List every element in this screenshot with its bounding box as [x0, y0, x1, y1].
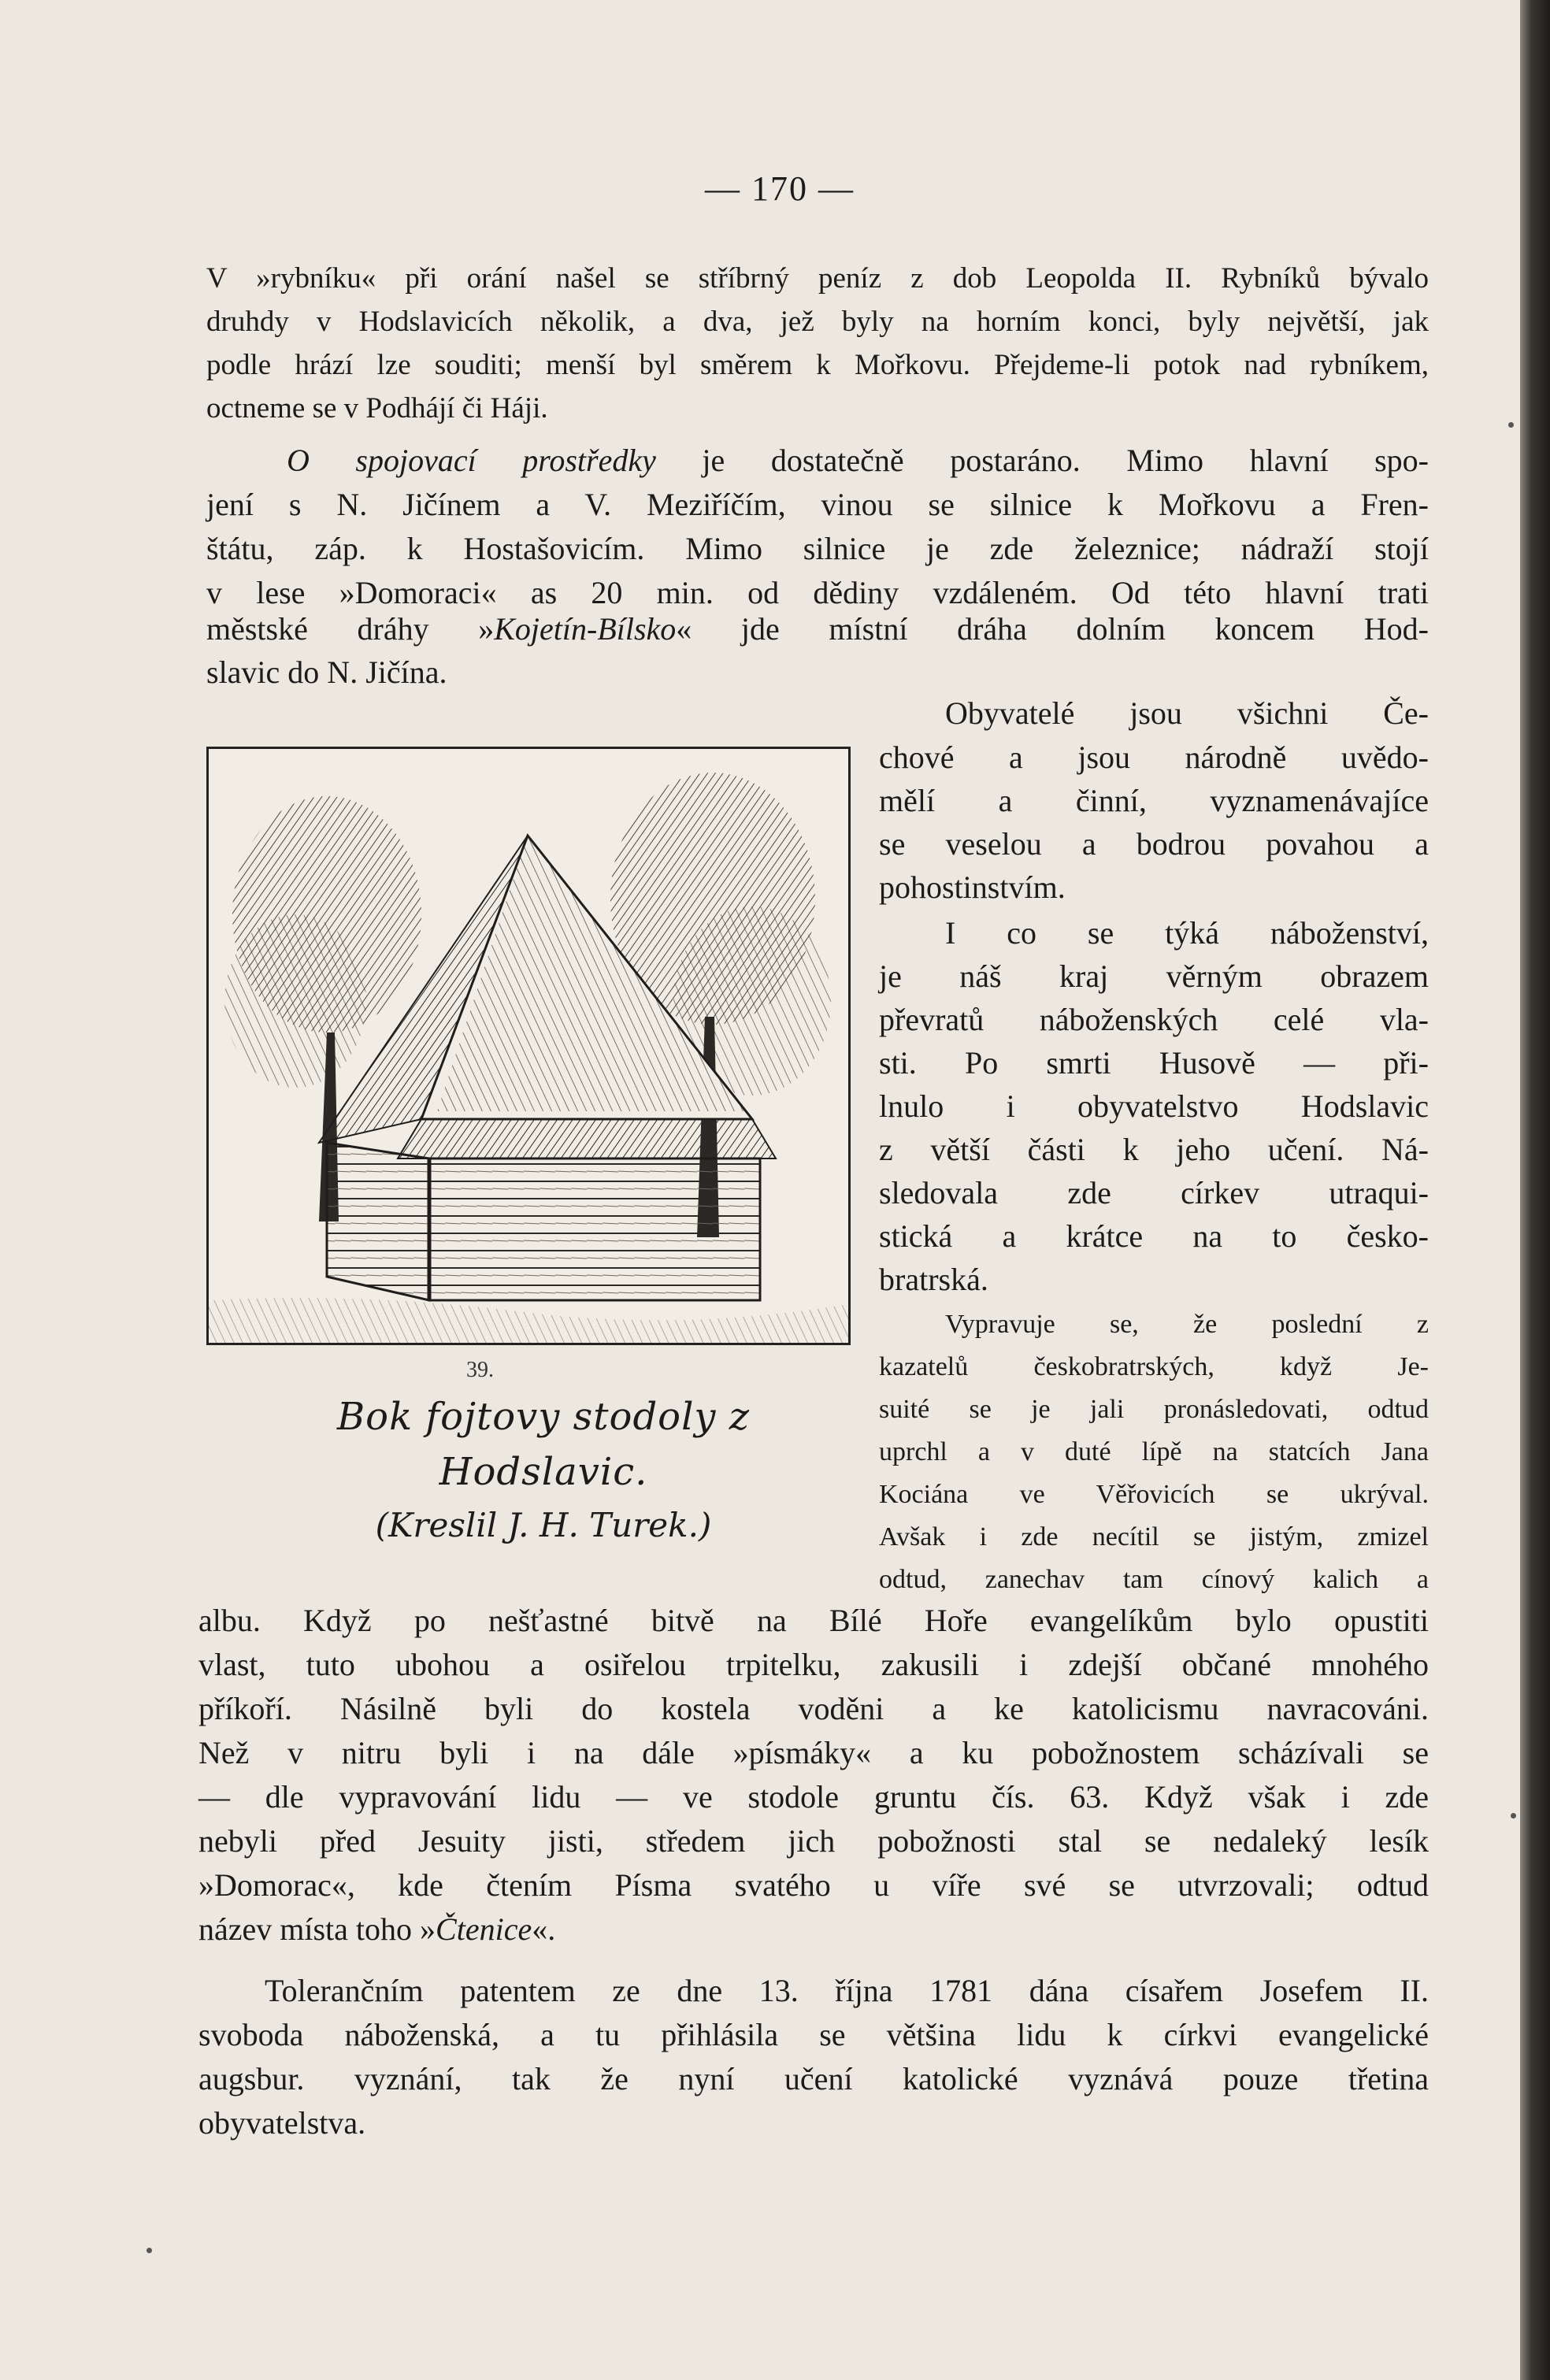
p6-line-8: název místa toho »Čtenice«.	[198, 1911, 556, 1947]
p6-line-5: — dle vypravování lidu — ve stodole gruntu čís. 63. Když však i zde	[198, 1779, 1429, 1815]
p7-line-1: Tolerančním patentem ze dne 13. října 1781 dána císařem Josefem II.	[265, 1973, 1429, 2008]
p1-line-1: V »rybníku« při orání našel se stříbrný peníz z dob Leopolda II. Rybníků bývalo	[206, 262, 1429, 295]
p2-line-1: O spojovací prostředky je dostatečně postaráno. Mimo hlavní spo-	[287, 443, 1429, 478]
p5-line-2: kazatelů českobratrských, když Je-	[879, 1352, 1429, 1381]
p6-line-6: nebyli před Jesuity jisti, středem jich pobožnosti stal se nedaleký lesík	[198, 1823, 1429, 1859]
p4-line-8: stická a krátce na to česko-	[879, 1218, 1429, 1254]
p7-line-2: svoboda náboženská, a tu přihlásila se většina lidu k církvi evangelické	[198, 2017, 1429, 2052]
figure-caption	[236, 1389, 851, 1551]
barn-drawing	[209, 749, 848, 1343]
p4-line-3: převratů náboženských celé vla-	[879, 1002, 1429, 1037]
p1-line-2: druhdy v Hodslavicích několik, a dva, jež byly na horním konci, byly největší, jak	[206, 306, 1429, 338]
p4-line-1: I co se týká náboženství,	[945, 915, 1429, 951]
p2-line-6: slavic do N. Jičína.	[206, 654, 447, 690]
p3-line-5: pohostinstvím.	[879, 869, 1066, 905]
p1-line-4: octneme se v Podhájí či Háji.	[206, 392, 548, 424]
p7-line-4: obyvatelstva.	[198, 2105, 366, 2141]
book-spine-edge	[1520, 0, 1550, 2380]
p5-line-5: Kociána ve Věřovicích se ukrýval.	[879, 1480, 1429, 1509]
p3-line-2: chové a jsou národně uvědo-	[879, 740, 1429, 775]
log-walls	[327, 1143, 760, 1300]
p2-line-3: štátu, záp. k Hostašovicím. Mimo silnice je zde železnice; nádraží stojí	[206, 531, 1429, 566]
p5-line-1: Vypravuje se, že poslední z	[945, 1310, 1429, 1339]
p3-line-3: mělí a činní, vyznamenávajíce	[879, 783, 1429, 818]
p3-line-4: se veselou a bodrou povahou a	[879, 826, 1429, 862]
p4-line-9: bratrská.	[879, 1262, 988, 1297]
p5-line-6: Avšak i zde necítil se jistým, zmizel	[879, 1522, 1429, 1551]
p6-line-3: příkoří. Násilně byli do kostela voděni a ke katolicismu navracováni.	[198, 1691, 1429, 1726]
p7-line-3: augsbur. vyznání, tak že nyní učení katolické vyznává pouze třetina	[198, 2061, 1429, 2096]
p5-line-7: odtud, zanechav tam cínový kalich a	[879, 1565, 1429, 1594]
barn-illustration	[206, 747, 851, 1345]
page-number: — 170 —	[705, 169, 855, 208]
p4-line-7: sledovala zde církev utraqui-	[879, 1175, 1429, 1210]
p2-line-4: v lese »Domoraci« as 20 min. od dědiny vzdáleném. Od této hlavní trati	[206, 575, 1429, 610]
p3-line-1: Obyvatelé jsou všichni Če-	[945, 695, 1429, 731]
margin-mark	[1508, 422, 1514, 428]
p2-line-2: jení s N. Jičínem a V. Meziříčím, vinou se silnice k Mořkovu a Fren-	[206, 487, 1429, 522]
p6-line-7: »Domorac«, kde čtením Písma svatého u víře své se utvrzovali; odtud	[198, 1867, 1429, 1903]
p6-line-4: Než v nitru byli i na dále »písmáky« a ku pobožnostem scházívali se	[198, 1735, 1429, 1770]
p5-line-3: suité se je jali pronásledovati, odtud	[879, 1395, 1429, 1424]
p4-line-5: lnulo i obyvatelstvo Hodslavic	[879, 1088, 1429, 1124]
p4-line-4: sti. Po smrti Husově — při-	[879, 1045, 1429, 1081]
caption-title: Bok fojtovy stodoly z Hodslavic.	[336, 1395, 751, 1494]
p2-line-5: městské dráhy »Kojetín-Bílsko« jde místní dráha dolním koncem Hod-	[206, 611, 1429, 647]
p1-line-3: podle hrází lze souditi; menší byl směrem k Mořkovu. Přejdeme-li potok nad rybníkem,	[206, 349, 1429, 381]
p6-line-1: albu. Když po nešťastné bitvě na Bílé Hoře evangelíkům bylo opustiti	[198, 1603, 1429, 1638]
caption-credit: (Kreslil J. H. Turek.)	[375, 1506, 712, 1544]
p2-italic-heading: O spojovací prostředky	[287, 443, 656, 478]
p4-line-6: z větší části k jeho učení. Ná-	[879, 1132, 1429, 1167]
margin-mark	[146, 2248, 152, 2253]
p6-line-2: vlast, tuto ubohou a osiřelou trpitelku, zakusili i zdejší občané mnohého	[198, 1647, 1429, 1682]
p4-line-2: je náš kraj věrným obrazem	[879, 958, 1429, 994]
margin-mark	[1511, 1813, 1516, 1818]
p5-line-4: uprchl a v duté lípě na statcích Jana	[879, 1437, 1429, 1466]
figure-number: 39.	[466, 1358, 494, 1382]
